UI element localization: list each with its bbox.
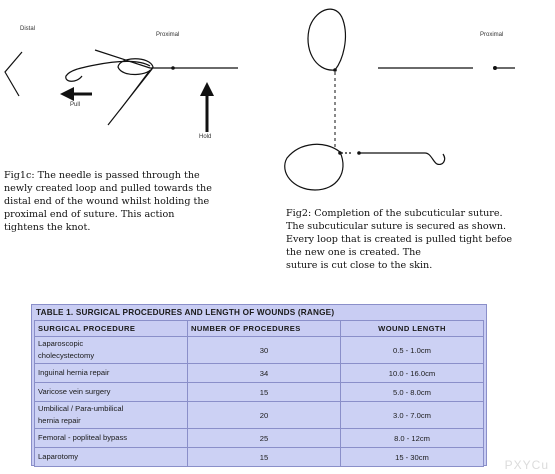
procedure-line: Umbilical / Para-umbilical: [38, 404, 124, 413]
cell-length: 3.0 - 7.0cm: [341, 402, 484, 429]
table-title: TABLE 1. SURGICAL PROCEDURES AND LENGTH OF WOUNDS (RANGE): [36, 308, 335, 317]
caption-line: Fig2: Completion of the subcuticular suture.: [286, 208, 503, 219]
procedure-line: hernia repair: [38, 416, 81, 425]
suture-loop-bottom: [285, 144, 343, 190]
table-row: [35, 364, 484, 383]
procedure-line: cholecystectomy: [38, 351, 95, 360]
cell-procedure: [35, 337, 188, 364]
suture-loop-top: [308, 9, 345, 70]
data-table: [34, 320, 484, 467]
wound-distal-edge: [5, 52, 22, 96]
figure1-diagram: [0, 20, 250, 170]
caption-line: Fig1c: The needle is passed through the: [4, 170, 200, 181]
procedure-line: Laparoscopic: [38, 339, 84, 348]
caption-line: Every loop that is created is pulled tight befoe: [286, 234, 513, 245]
label-distal: Distal: [20, 26, 36, 32]
procedure-line: Laparotomy: [38, 452, 79, 461]
caption-line: suture is cut close to the skin.: [286, 260, 433, 271]
caption-line: newly created loop and pulled towards the: [4, 183, 212, 194]
cell-number: 15: [188, 448, 341, 467]
watermark: PXYCu: [504, 458, 549, 472]
cell-number: 25: [188, 429, 341, 448]
cell-procedure: [35, 364, 188, 383]
cell-number: 34: [188, 364, 341, 383]
figure2-caption: [286, 207, 551, 272]
cell-length: 8.0 - 12cm: [341, 429, 484, 448]
header-number: NUMBER OF PROCEDURES: [188, 321, 341, 337]
cell-number: 20: [188, 402, 341, 429]
caption-line: proximal end of suture. This action: [4, 209, 175, 220]
caption-line: the new one is created. The: [286, 247, 421, 258]
cell-procedure: [35, 429, 188, 448]
caption-line: distal end of the wound whilst holding the: [4, 196, 210, 207]
cell-length: 5.0 - 8.0cm: [341, 383, 484, 402]
label-proximal-fig2: Proximal: [480, 32, 504, 38]
procedure-line: Inguinal hernia repair: [38, 368, 110, 377]
wounds-table: [31, 304, 487, 466]
label-pull: Pull: [70, 102, 81, 108]
table-row: [35, 448, 484, 467]
cell-procedure: [35, 402, 188, 429]
table-row: [35, 429, 484, 448]
cell-length: 0.5 - 1.0cm: [341, 337, 484, 364]
label-proximal-fig1: Proximal: [156, 32, 180, 38]
hold-arrow-icon: [200, 82, 214, 96]
cell-length: 10.0 - 16.0cm: [341, 364, 484, 383]
label-hold: Hold: [199, 134, 212, 140]
pull-arrow-icon: [60, 87, 74, 101]
figure2-diagram: [265, 0, 555, 200]
table-row: [35, 383, 484, 402]
cell-procedure: [35, 383, 188, 402]
cell-number: 15: [188, 383, 341, 402]
cell-number: 30: [188, 337, 341, 364]
cell-procedure: [35, 448, 188, 467]
table-header-row: [35, 321, 484, 337]
header-procedure: SURGICAL PROCEDURE: [35, 321, 188, 337]
caption-line: The subcuticular suture is secured as shown.: [286, 221, 507, 232]
cell-length: 15 - 30cm: [341, 448, 484, 467]
table-row: [35, 337, 484, 364]
caption-line: tightens the knot.: [4, 222, 91, 233]
header-length: WOUND LENGTH: [341, 321, 484, 337]
procedure-line: Varicose vein surgery: [38, 387, 111, 396]
procedure-line: Femoral - popliteal bypass: [38, 433, 128, 442]
table-row: [35, 402, 484, 429]
figure1-caption: [4, 169, 254, 234]
